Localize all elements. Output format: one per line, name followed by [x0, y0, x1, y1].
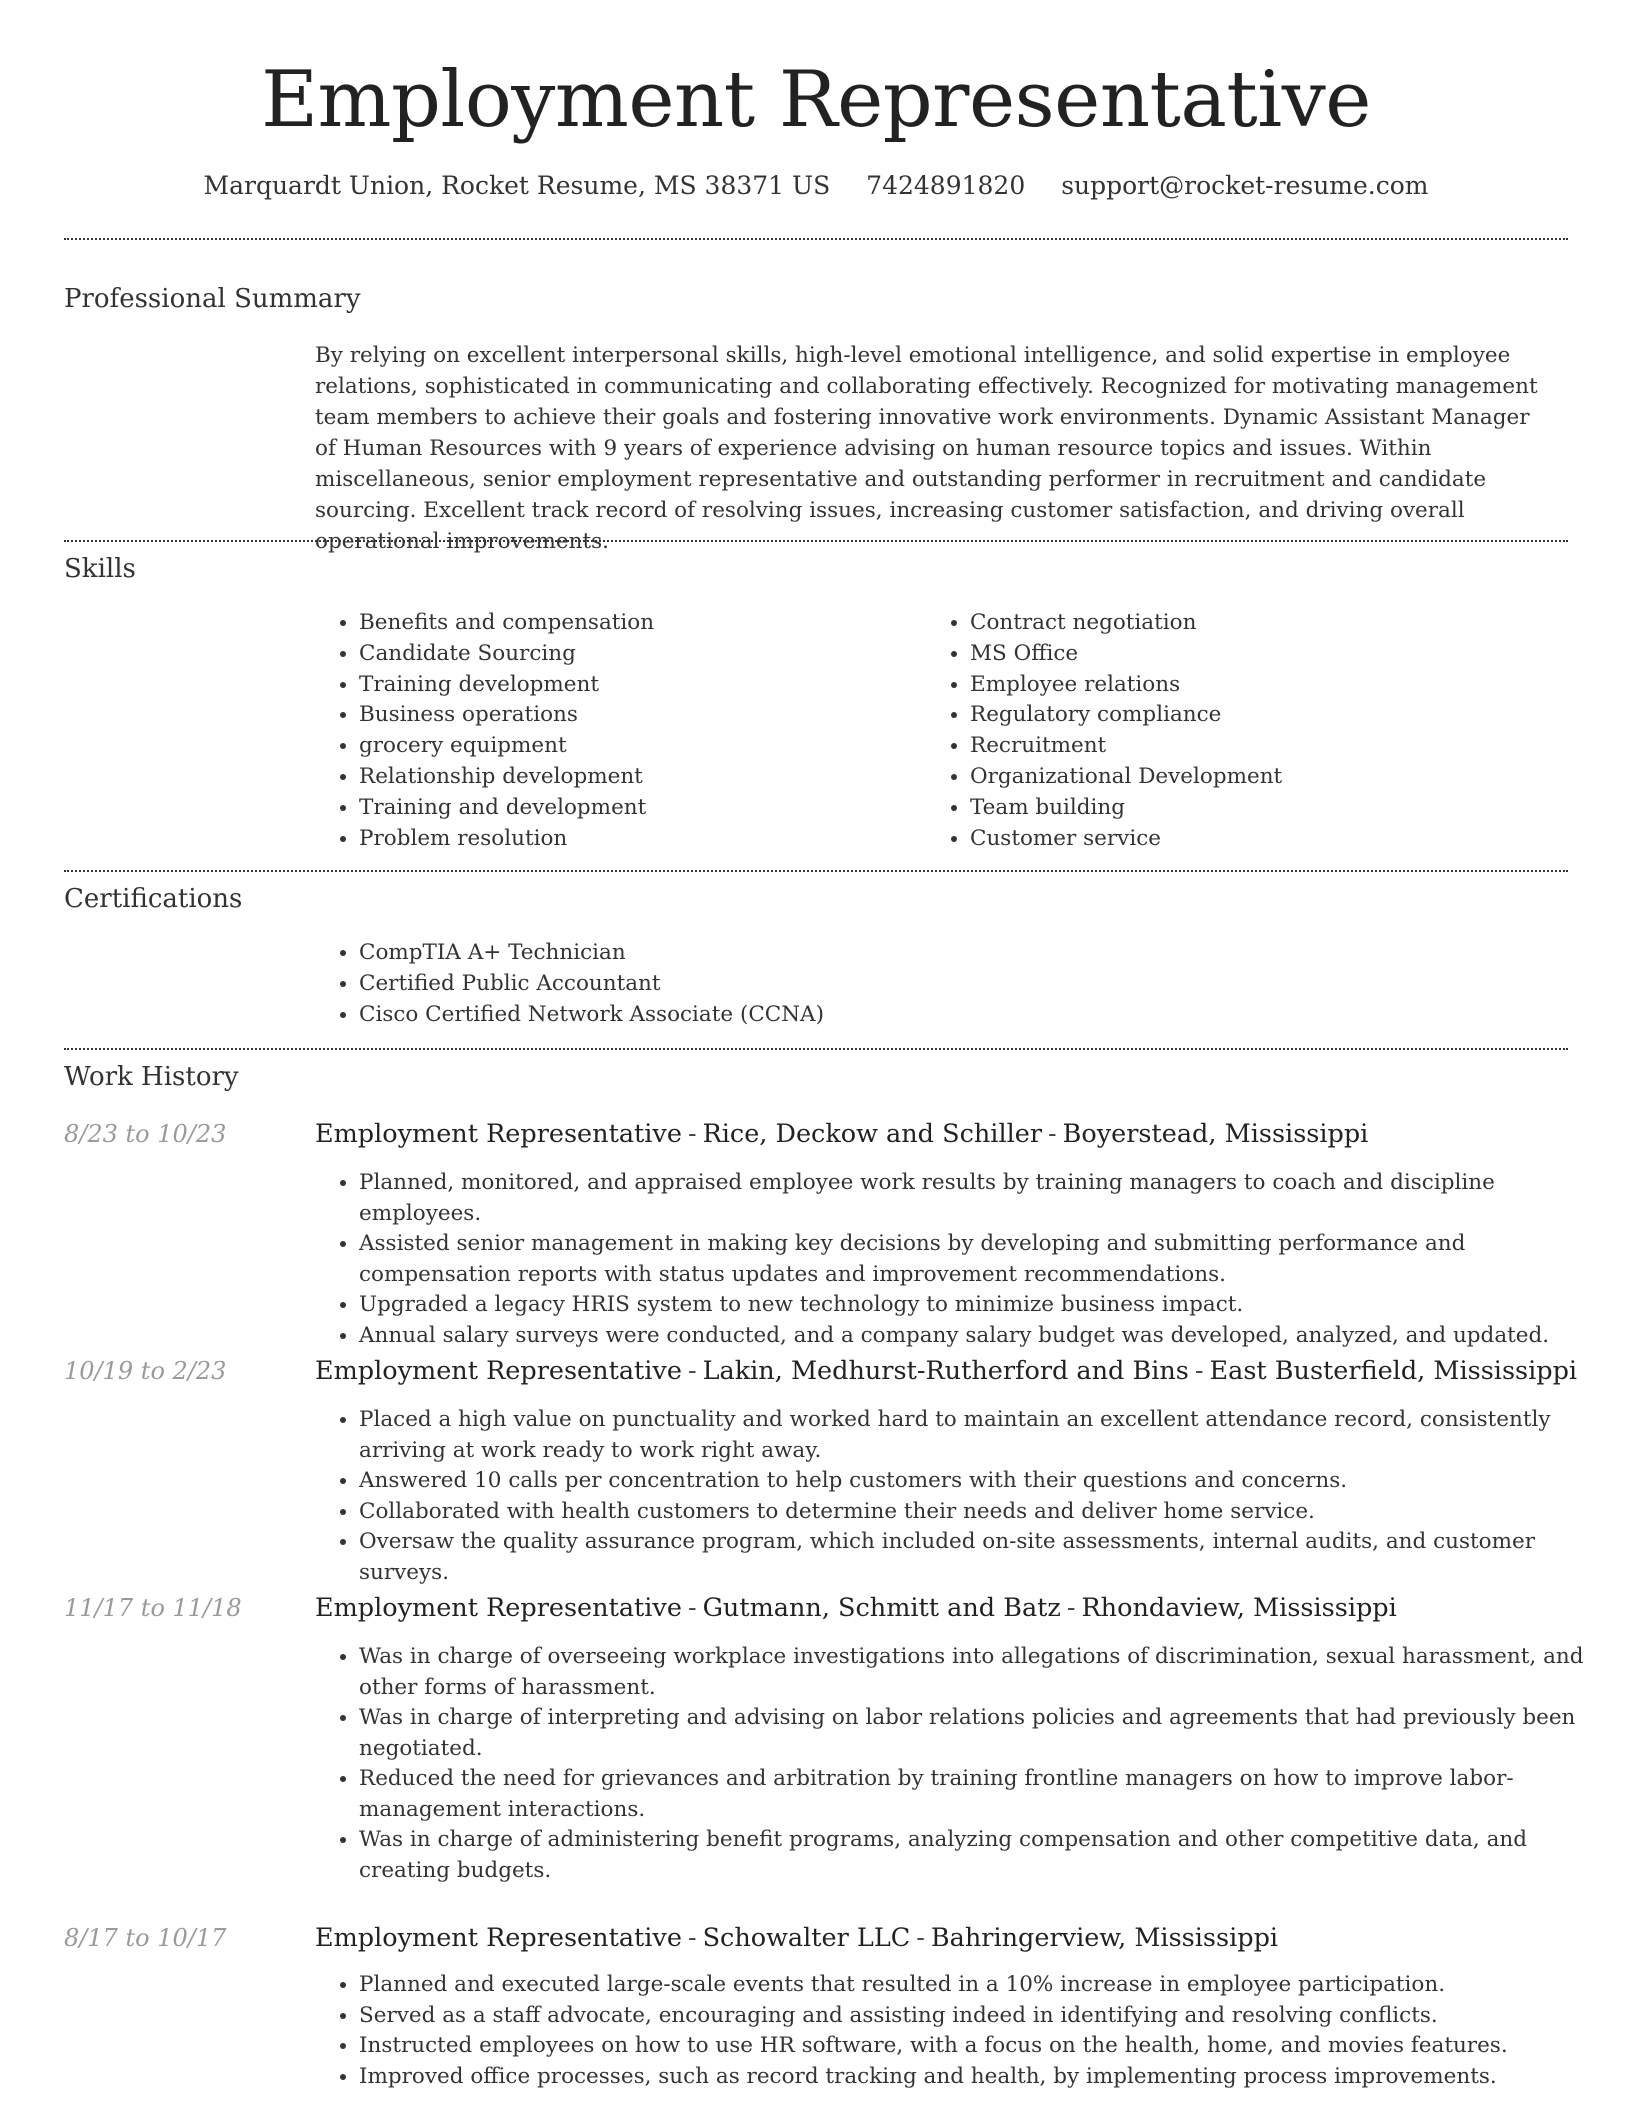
divider	[64, 1048, 1568, 1050]
skill-item: • Team building	[970, 793, 1570, 824]
certification-item: • Certified Public Accountant	[359, 969, 1259, 1000]
job-bullet: • Was in charge of interpreting and advising on labor relations policies and agreements that had previously been negotiated.	[359, 1703, 1609, 1764]
job-heading: Employment Representative - Lakin, Medhurst-Rutherford and Bins - East Busterfield, Mississippi	[315, 1356, 1578, 1386]
skill-item: • MS Office	[970, 639, 1570, 670]
skill-item: • Business operations	[359, 700, 919, 731]
skill-item: • grocery equipment	[359, 731, 919, 762]
job-bullet: • Assisted senior management in making key decisions by developing and submitting performance and compensation reports with status updates and improvement recommendations.	[359, 1229, 1609, 1290]
job-bullet: • Improved office processes, such as record tracking and health, by implementing process improvements.	[359, 2062, 1609, 2093]
section-title-work-history: Work History	[64, 1062, 239, 1092]
skill-item: • Recruitment	[970, 731, 1570, 762]
skill-item: • Organizational Development	[970, 762, 1570, 793]
job-heading: Employment Representative - Schowalter LLC - Bahringerview, Mississippi	[315, 1923, 1279, 1953]
job-title: Employment Representative	[315, 1923, 682, 1953]
job-bullet: • Was in charge of administering benefit programs, analyzing compensation and other competitive data, and creating budgets.	[359, 1825, 1609, 1886]
job-bullet: • Instructed employees on how to use HR software, with a focus on the health, home, and movies features.	[359, 2031, 1609, 2062]
job-company: Gutmann, Schmitt and Batz	[702, 1593, 1061, 1623]
job-company: Lakin, Medhurst-Rutherford and Bins	[702, 1356, 1189, 1386]
job-bullets	[315, 1642, 1609, 1886]
skill-item: • Regulatory compliance	[970, 700, 1570, 731]
section-title-summary: Professional Summary	[64, 284, 361, 314]
skill-item: • Benefits and compensation	[359, 608, 919, 639]
job-bullet: • Was in charge of overseeing workplace investigations into allegations of discrimination, sexual harassment, and other forms of harassment.	[359, 1642, 1609, 1703]
skill-item: • Relationship development	[359, 762, 919, 793]
job-bullet: • Oversaw the quality assurance program, which included on-site assessments, internal audits, and customer surveys.	[359, 1527, 1609, 1588]
job-company: Rice, Deckow and Schiller	[702, 1119, 1043, 1149]
contact-email: support@rocket-resume.com	[1061, 171, 1429, 200]
job-bullet: • Planned and executed large-scale events that resulted in a 10% increase in employee participation.	[359, 1970, 1609, 2001]
job-bullet: • Annual salary surveys were conducted, and a company salary budget was developed, analyzed, and updated.	[359, 1321, 1609, 1352]
divider	[64, 238, 1568, 240]
job-heading: Employment Representative - Rice, Deckow and Schiller - Boyerstead, Mississippi	[315, 1119, 1369, 1149]
skill-item: • Customer service	[970, 824, 1570, 855]
divider	[64, 870, 1568, 872]
job-dates: 8/23 to 10/23	[64, 1120, 227, 1148]
job-title: Employment Representative	[315, 1593, 682, 1623]
skills-list-left	[315, 608, 919, 854]
job-bullets	[315, 1168, 1609, 1351]
skills-list-right	[926, 608, 1570, 854]
job-bullets	[315, 1405, 1609, 1588]
certification-item: • Cisco Certified Network Associate (CCNA)	[359, 1000, 1259, 1031]
job-company: Schowalter LLC	[702, 1923, 911, 1953]
job-dates: 10/19 to 2/23	[64, 1357, 227, 1385]
job-bullet: • Placed a high value on punctuality and worked hard to maintain an excellent attendance record, consistently arriving at work ready to work right away.	[359, 1405, 1609, 1466]
contact-address: Marquardt Union, Rocket Resume, MS 38371 US	[203, 171, 831, 200]
job-dates: 8/17 to 10/17	[64, 1924, 227, 1952]
skill-item: • Contract negotiation	[970, 608, 1570, 639]
contact-line	[0, 166, 1632, 206]
summary-text: By relying on excellent interpersonal skills, high-level emotional intelligence, and solid expertise in employee relations, sophisticated in communicating and collaborating effectively. Recognized for motivating management team members to achieve their goals and fostering innovative work environments. Dynamic Assistant Manager of Human Resources with 9 years of experience advising on human resource topics and issues. Within miscellaneous, senior employment representative and outstanding performer in recruitment and candidate sourcing. Excellent track record of resolving issues, increasing customer satisfaction, and driving overall operational improvements.	[315, 343, 1538, 554]
skill-item: • Training development	[359, 670, 919, 701]
skill-item: • Problem resolution	[359, 824, 919, 855]
skill-item: • Candidate Sourcing	[359, 639, 919, 670]
job-dates: 11/17 to 11/18	[64, 1594, 242, 1622]
job-location: East Busterfield, Mississippi	[1209, 1356, 1578, 1386]
certification-item: • CompTIA A+ Technician	[359, 938, 1259, 969]
job-heading: Employment Representative - Gutmann, Schmitt and Batz - Rhondaview, Mississippi	[315, 1593, 1397, 1623]
job-location: Rhondaview, Mississippi	[1081, 1593, 1397, 1623]
job-bullet: • Upgraded a legacy HRIS system to new technology to minimize business impact.	[359, 1290, 1609, 1321]
job-bullet: • Collaborated with health customers to determine their needs and deliver home service.	[359, 1497, 1609, 1528]
job-title: Employment Representative	[315, 1356, 682, 1386]
divider	[64, 540, 1568, 542]
skill-item: • Training and development	[359, 793, 919, 824]
job-location: Bahringerview, Mississippi	[930, 1923, 1279, 1953]
job-bullet: • Planned, monitored, and appraised employee work results by training managers to coach and discipline employees.	[359, 1168, 1609, 1229]
job-title: Employment Representative	[315, 1119, 682, 1149]
resume-name: Employment Representative	[261, 55, 1371, 145]
job-location: Boyerstead, Mississippi	[1062, 1119, 1369, 1149]
contact-phone: 7424891820	[866, 171, 1026, 200]
job-bullet: • Answered 10 calls per concentration to help customers with their questions and concerns.	[359, 1466, 1609, 1497]
job-bullets	[315, 1970, 1609, 2092]
certifications-list	[315, 938, 1259, 1030]
skill-item: • Employee relations	[970, 670, 1570, 701]
job-bullet: • Reduced the need for grievances and arbitration by training frontline managers on how to improve labor-management interactions.	[359, 1764, 1609, 1825]
section-title-certifications: Certifications	[64, 884, 243, 914]
job-bullet: • Served as a staff advocate, encouraging and assisting indeed in identifying and resolving conflicts.	[359, 2001, 1609, 2032]
section-title-skills: Skills	[64, 554, 136, 584]
